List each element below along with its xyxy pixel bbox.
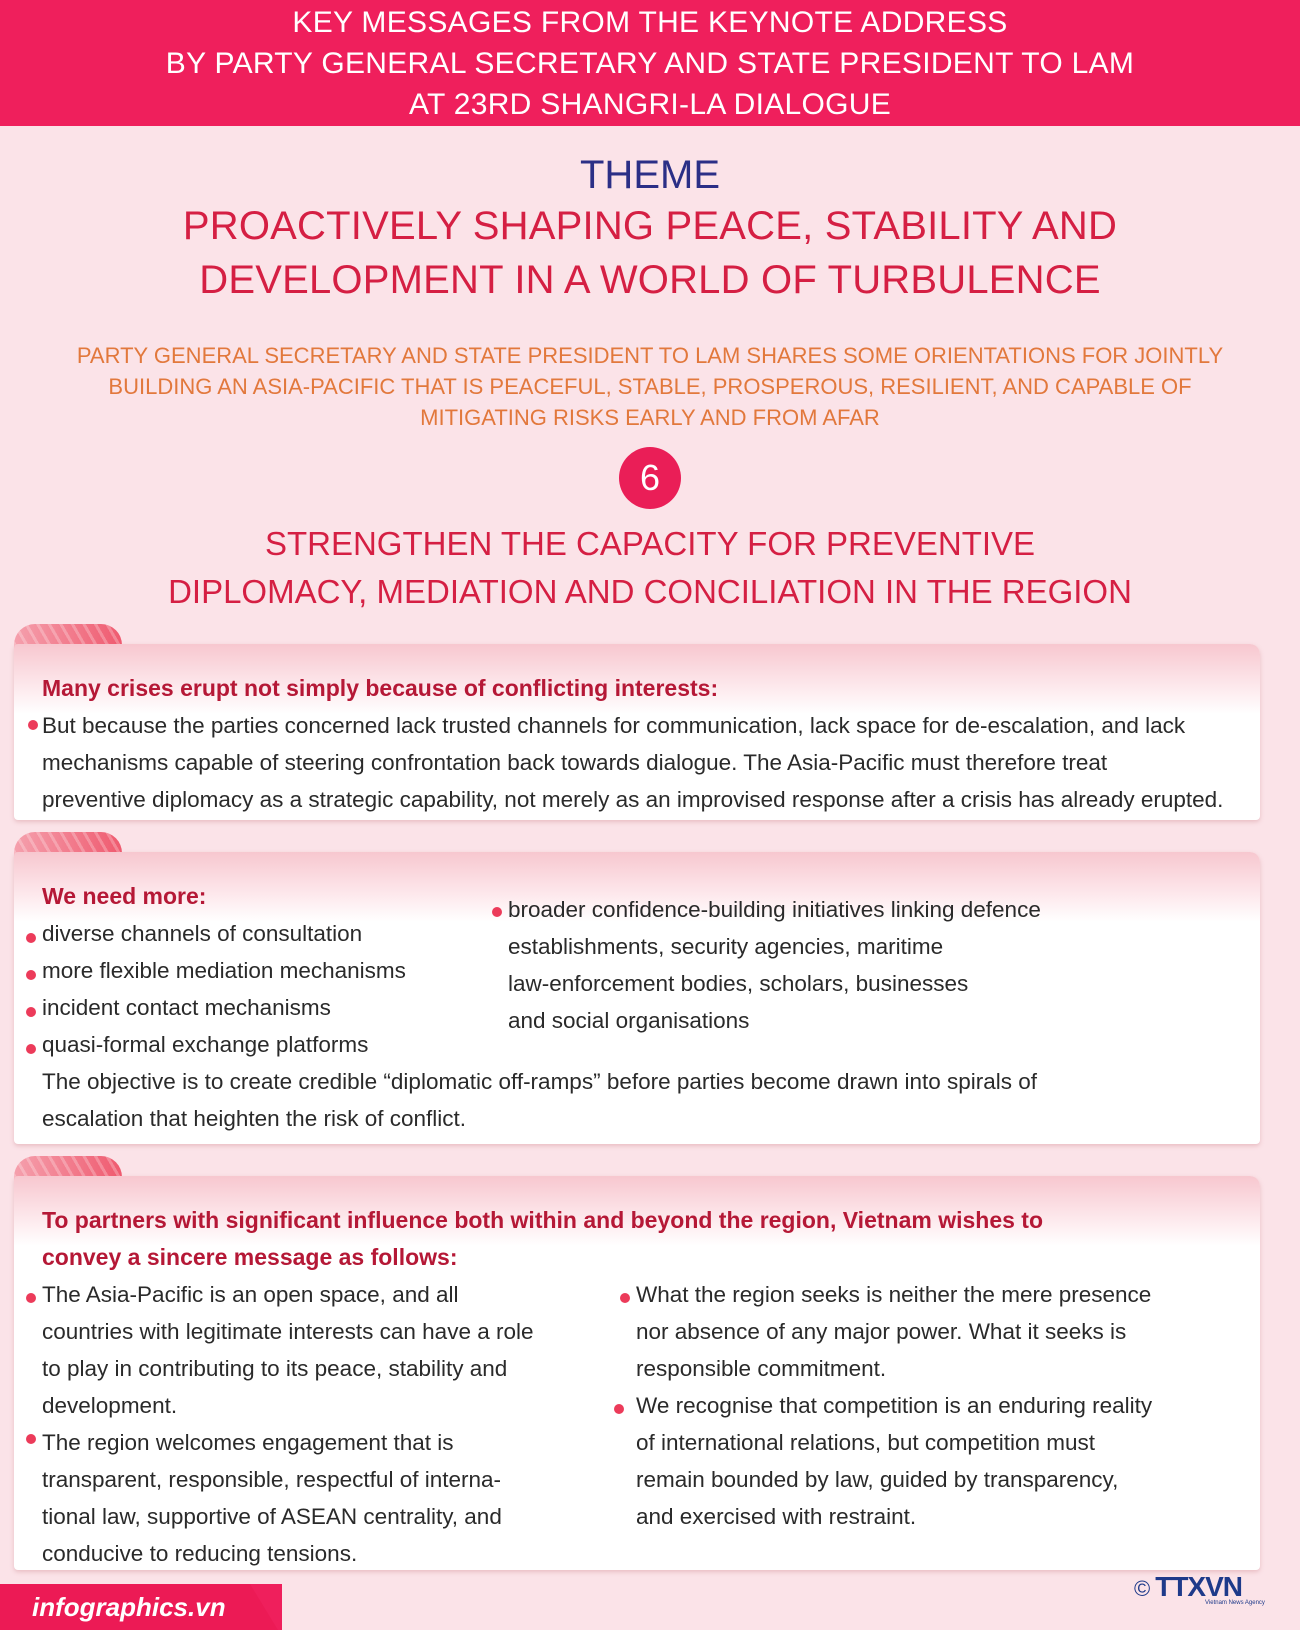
right-col-line: of international relations, but competition must <box>636 1430 1095 1455</box>
left-col-line: to play in contributing to its peace, stability and <box>42 1356 508 1381</box>
subtitle-line: PARTY GENERAL SECRETARY AND STATE PRESIDENT TO LAM SHARES SOME ORIENTATIONS FOR JOINTLY <box>76 343 1224 368</box>
list-item-continued: and social organisations <box>508 1008 750 1033</box>
card-text-line: But because the parties concerned lack trusted channels for communication, lack space for de-escalation, and lack <box>42 713 1186 738</box>
bullet-icon <box>26 1007 36 1017</box>
right-col-line: and exercised with restraint. <box>636 1504 917 1529</box>
card-heading: We need more: <box>42 883 207 909</box>
subtitle-line: MITIGATING RISKS EARLY AND FROM AFAR <box>420 405 880 430</box>
list-item: quasi-formal exchange platforms <box>42 1032 369 1057</box>
section-title-line: STRENGTHEN THE CAPACITY FOR PREVENTIVE <box>264 525 1036 562</box>
closing-text-line: The objective is to create credible “diplomatic off-ramps” before parties become drawn into spirals of <box>42 1069 1038 1094</box>
bullet-icon <box>620 1293 630 1303</box>
theme-label: THEME <box>580 153 720 197</box>
logo-subtitle: Vietnam News Agency <box>1205 1600 1265 1606</box>
card-heading: Many crises erupt not simply because of conflicting interests: <box>42 675 719 701</box>
right-col-line: What the region seeks is neither the mere presence <box>636 1282 1152 1307</box>
ttxvn-logo <box>1134 1572 1242 1602</box>
subtitle <box>60 340 1240 433</box>
logo-text: TTXVN <box>1155 1571 1242 1602</box>
list-item: broader confidence-building initiatives linking defence <box>508 897 1041 922</box>
theme-title-line: PROACTIVELY SHAPING PEACE, STABILITY AND <box>182 204 1118 248</box>
right-col-line: remain bounded by law, guided by transparency, <box>636 1467 1119 1492</box>
left-col-line: conducive to reducing tensions. <box>42 1541 358 1566</box>
list-item: incident contact mechanisms <box>42 995 331 1020</box>
list-item-continued: law-enforcement bodies, scholars, businesses <box>508 971 969 996</box>
header-line: AT 23RD SHANGRI-LA DIALOGUE <box>408 88 892 121</box>
card-heading: convey a sincere message as follows: <box>42 1244 458 1270</box>
footer-bar <box>0 1584 1300 1630</box>
bullet-icon <box>26 1044 36 1054</box>
card-heading: To partners with significant influence both within and beyond the region, Vietnam wishes to <box>42 1207 1044 1233</box>
section-title <box>0 520 1300 616</box>
section-number-badge: 6 <box>619 447 681 509</box>
theme-title-line: DEVELOPMENT IN A WORLD OF TURBULENCE <box>199 258 1101 302</box>
left-col-line: tional law, supportive of ASEAN centrality, and <box>42 1504 502 1529</box>
card-text-line: mechanisms capable of steering confrontation back towards dialogue. The Asia-Pacific must therefore treat <box>42 750 1108 775</box>
list-item: diverse channels of consultation <box>42 921 363 946</box>
bullet-icon <box>492 907 502 917</box>
left-col-line: The region welcomes engagement that is <box>42 1430 454 1455</box>
card-we-need-more <box>14 852 1260 1144</box>
left-col-line: The Asia-Pacific is an open space, and all <box>42 1282 459 1307</box>
bullet-icon <box>26 1293 36 1303</box>
bullet-icon <box>26 970 36 980</box>
card-crises <box>14 644 1260 820</box>
list-item: more flexible mediation mechanisms <box>42 958 406 983</box>
bullet-icon <box>26 1434 36 1444</box>
closing-text-line: escalation that heighten the risk of conflict. <box>42 1106 466 1131</box>
left-col-line: countries with legitimate interests can have a role <box>42 1319 534 1344</box>
list-item-continued: establishments, security agencies, maritime <box>508 934 944 959</box>
right-col-line: We recognise that competition is an enduring reality <box>636 1393 1153 1418</box>
section-title-line: DIPLOMACY, MEDIATION AND CONCILIATION IN THE REGION <box>168 573 1132 610</box>
header-line: BY PARTY GENERAL SECRETARY AND STATE PRESIDENT TO LAM <box>165 47 1135 80</box>
footer-brand-link[interactable]: infographics.vn <box>32 1592 226 1622</box>
header-line: KEY MESSAGES FROM THE KEYNOTE ADDRESS <box>292 6 1008 39</box>
card-partners-message <box>14 1176 1260 1570</box>
left-col-line: development. <box>42 1393 178 1418</box>
right-col-line: nor absence of any major power. What it seeks is <box>636 1319 1127 1344</box>
card-text-line: preventive diplomacy as a strategic capability, not merely as an improvised response after a crisis has already erupted. <box>42 787 1224 812</box>
bullet-icon <box>28 720 38 730</box>
theme-title <box>0 199 1300 307</box>
bullet-icon <box>26 933 36 943</box>
copyright-icon: © <box>1134 1576 1150 1601</box>
left-col-line: transparent, responsible, respectful of interna- <box>42 1467 501 1492</box>
right-col-line: responsible commitment. <box>636 1356 887 1381</box>
subtitle-line: BUILDING AN ASIA-PACIFIC THAT IS PEACEFUL, STABLE, PROSPEROUS, RESILIENT, AND CAPABLE OF <box>108 374 1192 399</box>
bullet-icon <box>614 1404 624 1414</box>
header-banner <box>0 0 1300 126</box>
